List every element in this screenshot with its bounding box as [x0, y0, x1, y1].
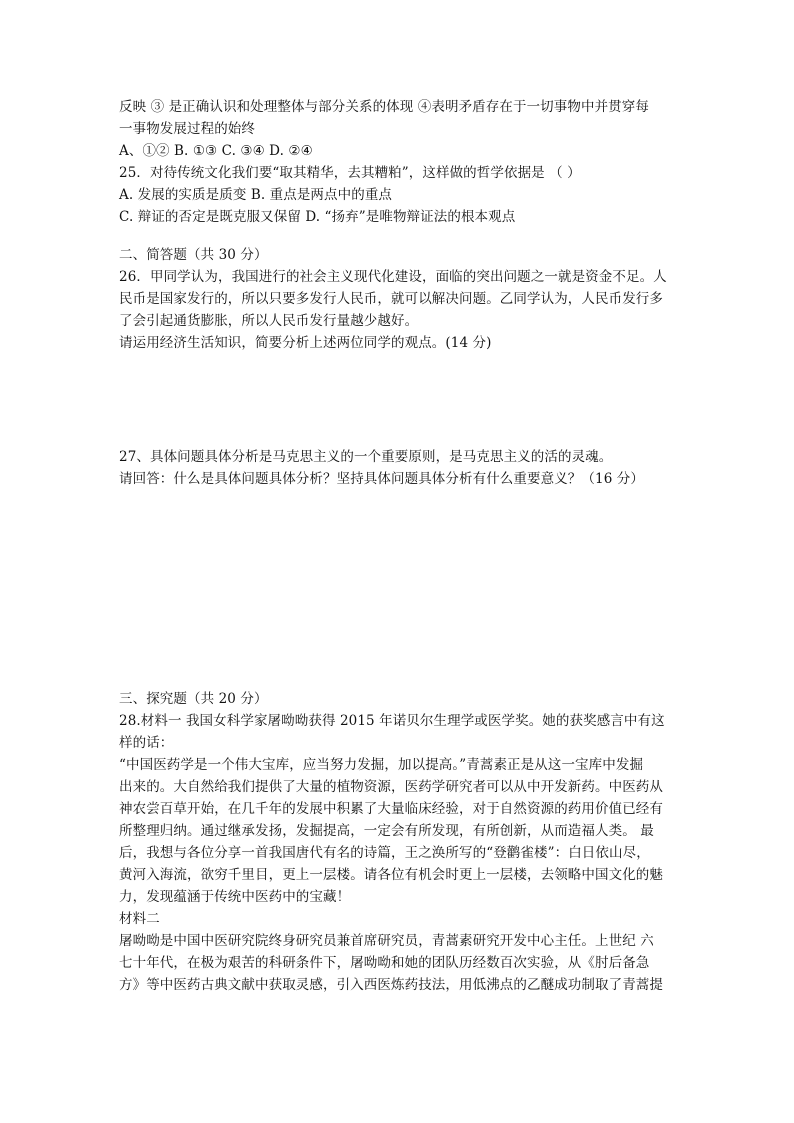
text-line: 方》等中医药古典文献中获取灵感，引入西医炼药技法，用低沸点的乙醚成功制取了青蒿提 — [119, 977, 663, 993]
document-page — [119, 96, 679, 996]
answer-space — [119, 354, 679, 446]
question-26 — [119, 266, 679, 354]
text-line: 27、具体问题具体分析是马克思主义的一个重要原则，是马克思主义的活的灵魂。 — [119, 449, 613, 465]
text-line: 一事物发展过程的始终 — [119, 121, 255, 137]
answer-options: A、①② B. ①③ C. ③④ D. ②④ — [119, 143, 313, 159]
text-line: 屠呦呦是中国中医研究院终身研究员兼首席研究员，青蒿素研究开发中心主任。上世纪 六 — [119, 933, 654, 949]
question-25 — [119, 162, 679, 228]
answer-options: A. 发展的实质是质变 B. 重点是两点中的重点 — [119, 187, 393, 203]
question-prompt: 请运用经济生活知识，简要分析上述两位同学的观点。(14 分) — [119, 335, 492, 351]
text-line: 了会引起通货膨胀，所以人民币发行量越少越好。 — [119, 313, 419, 329]
text-line: 民币是国家发行的，所以只要多发行人民币，就可以解决问题。乙同学认为，人民币发行多 — [119, 291, 663, 307]
section-heading: 三、探究题（共 20 分） — [119, 691, 268, 707]
question-stem: 25．对待传统文化我们要“取其精华，去其糟粕”，这样做的哲学依据是 （ ） — [119, 165, 581, 181]
answer-space — [119, 490, 679, 688]
text-line: 所整理归纳。通过继承发扬，发掘提高，一定会有所发现，有所创新，从而造福人类。 最 — [119, 823, 654, 839]
answer-options: C. 辩证的否定是既克服又保留 D. “扬弃”是唯物辩证法的根本观点 — [119, 209, 516, 225]
text-line: 神农尝百草开始，在几千年的发展中积累了大量临床经验，对于自然资源的药用价值已经有 — [119, 801, 663, 817]
question-prompt: 请回答：什么是具体问题具体分析？坚持具体问题具体分析有什么重要意义？（16 分） — [119, 471, 644, 487]
question-28 — [119, 710, 679, 996]
text-line: 出来的。大自然给我们提供了大量的植物资源，医药学研究者可以从中开发新药。中医药从 — [119, 779, 663, 795]
section-heading: 二、简答题（共 30 分） — [119, 247, 268, 263]
text-line: 反映 ③ 是正确认识和处理整体与部分关系的体现 ④表明矛盾存在于一切事物中并贯穿每 — [119, 99, 649, 115]
text-line: 28.材料一 我国女科学家屠呦呦获得 2015 年诺贝尔生理学或医学奖。她的获奖感言中有这 — [119, 713, 665, 729]
text-line: “中国医药学是一个伟大宝库，应当努力发掘，加以提高。”青蒿素正是从这一宝库中发掘 — [119, 757, 644, 773]
text-line: 后，我想与各位分享一首我国唐代有名的诗篇，王之涣所写的“登鹳雀楼”：白日依山尽， — [119, 845, 650, 861]
previous-question-continuation — [119, 96, 679, 162]
text-line: 26．甲同学认为，我国进行的社会主义现代化建设，面临的突出问题之一就是资金不足。人 — [119, 269, 667, 285]
material-label: 材料二 — [119, 911, 160, 927]
text-line: 七十年代，在极为艰苦的科研条件下，屠呦呦和她的团队历经数百次实验，从《肘后备急 — [119, 955, 650, 971]
question-27 — [119, 446, 679, 490]
text-line: 黄河入海流，欲穷千里目，更上一层楼。请各位有机会时更上一层楼，去领略中国文化的魅 — [119, 867, 663, 883]
text-line: 样的话： — [119, 735, 174, 751]
text-line: 力，发现蕴涵于传统中医药中的宝藏！ — [119, 889, 351, 905]
